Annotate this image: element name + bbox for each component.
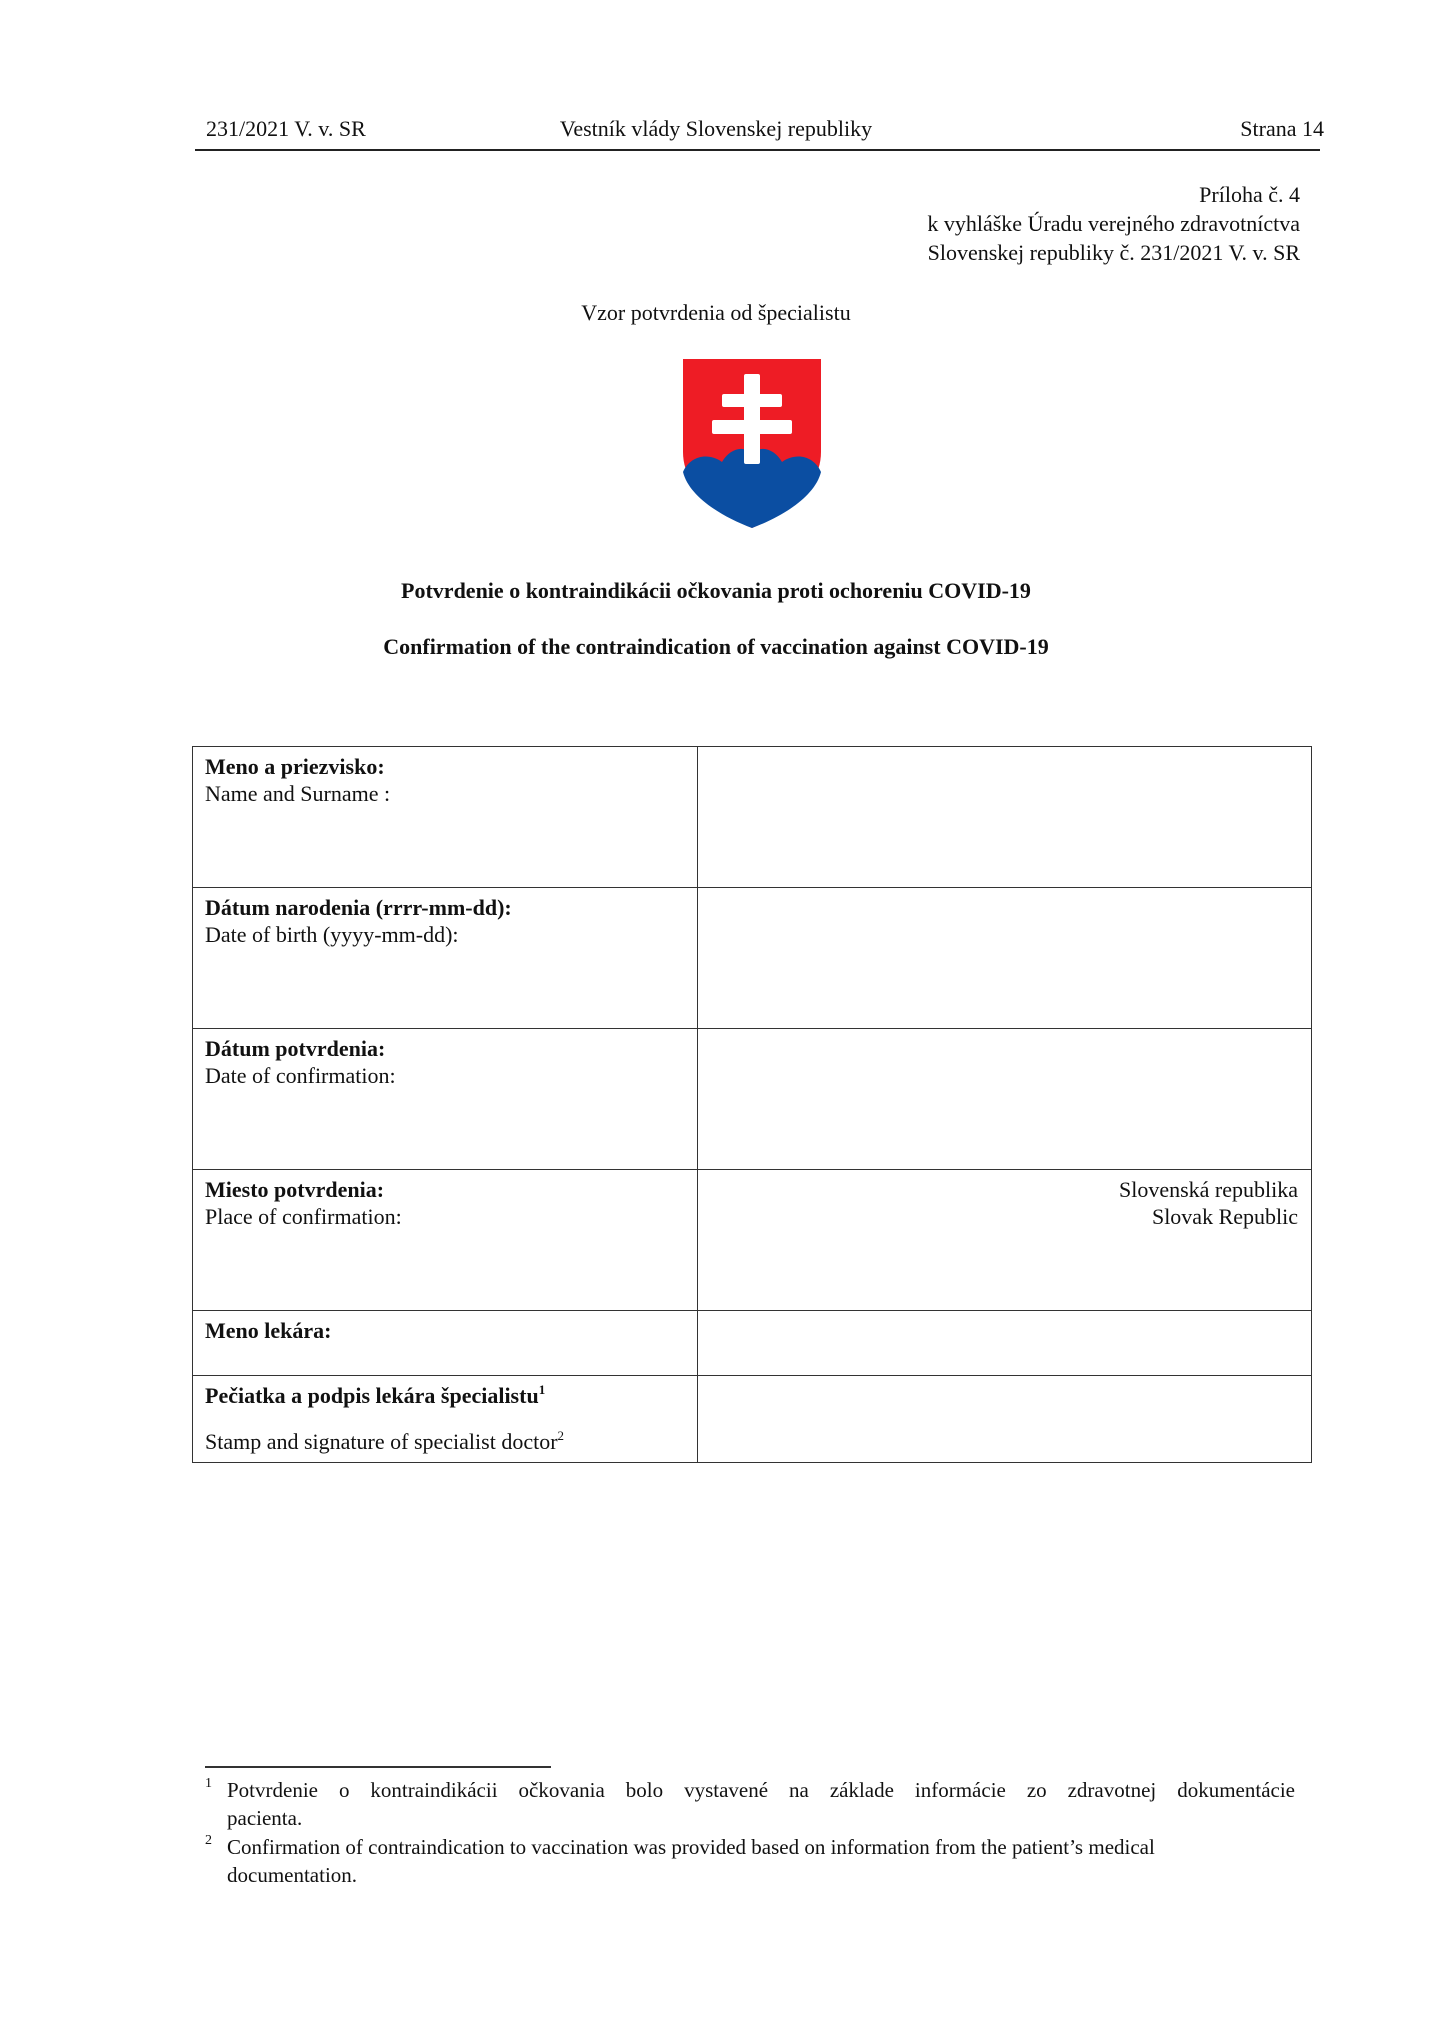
place-value-cell [698, 1170, 1312, 1311]
footnote-2-text-line1: Confirmation of contraindication to vaccination was provided based on information from the patient’s medical [227, 1835, 1155, 1859]
footnote-1-text-line1: Potvrdenie o kontraindikácii očkovania bolo vystavené na základe informácie zo zdravotnej dokumentácie [227, 1778, 1295, 1802]
form-row-stamp-signature [193, 1376, 1312, 1463]
name-value-field[interactable] [698, 747, 1312, 888]
stamp-signature-field[interactable] [698, 1376, 1312, 1463]
footnote-ref-1: 1 [538, 1382, 546, 1397]
stamp-label-en: Stamp and signature of specialist doctor$^2$ [205, 1428, 565, 1454]
form-label-cell [193, 747, 698, 888]
footnote-2-text-line2: documentation. [227, 1863, 358, 1887]
form-label-cell [193, 1029, 698, 1170]
document-title-sk: Potvrdenie o kontraindikácii očkovania proti ochoreniu COVID-19 [401, 578, 1031, 603]
date-label-sk: Dátum potvrdenia: [205, 1036, 386, 1061]
doctor-name-value-field[interactable] [698, 1311, 1312, 1376]
footnote-2-number: 2 [205, 1833, 212, 1848]
header-rule [195, 149, 1320, 151]
place-value-sk: Slovenská republika [1118, 1177, 1298, 1202]
confirmation-form-table [192, 746, 1312, 1463]
form-row-name [193, 747, 1312, 888]
model-title: Vzor potvrdenia od špecialistu [581, 300, 851, 325]
form-row-confirmation-date [193, 1029, 1312, 1170]
place-label-en: Place of confirmation: [205, 1204, 402, 1229]
date-label-en: Date of confirmation: [205, 1063, 396, 1088]
header-document-number: 231/2021 V. v. SR [206, 116, 366, 141]
footnote-ref-2: 2 [557, 1428, 565, 1443]
header-page-number: Strana 14 [1240, 116, 1324, 141]
footnote-1 [205, 1776, 1295, 1832]
form-row-date-of-birth [193, 888, 1312, 1029]
annex-number: Príloha č. 4 [1199, 182, 1300, 207]
slovak-coat-of-arms-icon [680, 356, 824, 530]
place-value-en: Slovak Republic [1151, 1204, 1298, 1229]
doctor-label-sk: Meno lekára: [205, 1318, 332, 1343]
form-row-doctor-name [193, 1311, 1312, 1376]
document-title-en: Confirmation of the contraindication of vaccination against COVID-19 [383, 634, 1049, 659]
dob-label-sk: Dátum narodenia (rrrr-mm-dd): [205, 895, 512, 920]
footnote-1-text-line2: pacienta. [227, 1806, 303, 1830]
dob-label-en: Date of birth (yyyy-mm-dd): [205, 922, 459, 947]
form-label-cell [193, 1376, 698, 1463]
dob-value-field[interactable] [698, 888, 1312, 1029]
form-row-place [193, 1170, 1312, 1311]
confirmation-date-value-field[interactable] [698, 1029, 1312, 1170]
annex-reference [800, 180, 1300, 267]
footnote-1-number: 1 [205, 1776, 212, 1791]
stamp-label-sk: Pečiatka a podpis lekára špecialistu$^1$ [205, 1382, 546, 1408]
place-label-sk: Miesto potvrdenia: [205, 1177, 385, 1202]
footnote-2 [205, 1833, 1295, 1889]
header-journal-title: Vestník vlády Slovenskej republiky [559, 116, 873, 141]
name-label-en: Name and Surname : [205, 781, 391, 806]
annex-decree-line: k vyhláške Úradu verejného zdravotníctva [927, 211, 1300, 236]
form-label-cell [193, 888, 698, 1029]
annex-decree-number: Slovenskej republiky č. 231/2021 V. v. SR [927, 240, 1300, 265]
form-label-cell [193, 1311, 698, 1376]
name-label-sk: Meno a priezvisko: [205, 754, 385, 779]
form-label-cell [193, 1170, 698, 1311]
footnote-separator [205, 1766, 551, 1768]
